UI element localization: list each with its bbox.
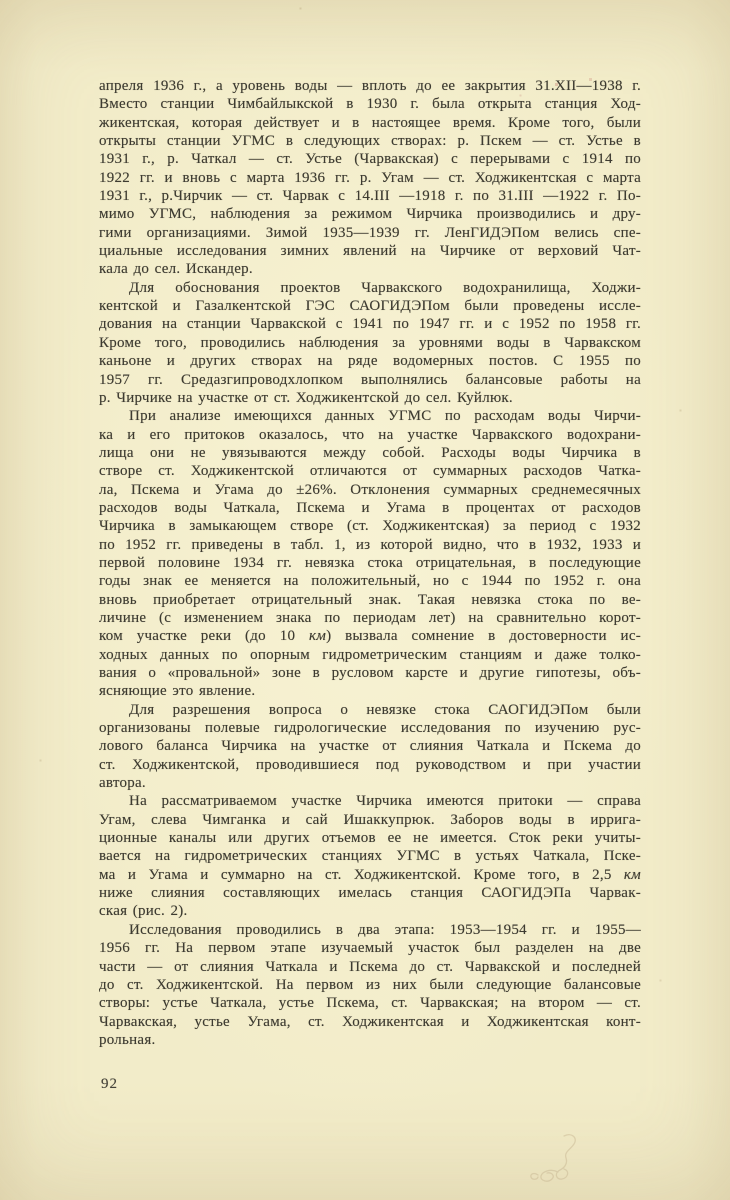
text-line: ская (рис. 2). (99, 903, 188, 920)
text-line: кала до сел. Искандер. (99, 261, 253, 278)
pencil-squiggle-mark (520, 1128, 610, 1198)
text-block (99, 77, 641, 1049)
text-line: лового баланса Чирчика на участке от слияния Чаткала и Пскема до (99, 738, 641, 755)
text-line: ком участке реки (до 10 км) вызвала сомнение в достоверности ис- (99, 628, 641, 645)
text-line: организованы полевые гидрологические исследования по изучению рус- (99, 720, 641, 737)
text-line: 1931 г., р. Чаткал — ст. Устье (Чарвакская) с перерывами с 1914 по (99, 151, 641, 168)
text-line: по 1952 гг. приведены в табл. 1, из которой видно, что в 1932, 1933 и (99, 536, 641, 553)
text-line: части — от слияния Чаткала и Пскема до ст. Чарвакской и последней (99, 958, 641, 975)
text-line: Угам, слева Чимганка и сай Ишаккупрюк. Заборов воды в иррига- (99, 811, 641, 828)
text-line: 1956 гг. На первом этапе изучаемый участок был разделен на две (99, 940, 641, 957)
text-line: ясняющие это явление. (99, 683, 256, 700)
text-line: жикентская, которая действует и в настоящее время. Кроме того, были (99, 114, 641, 131)
text-line: 1957 гг. Средазгипроводхлопком выполнялись балансовые работы на (99, 371, 641, 388)
text-line: 1931 г., р.Чирчик — ст. Чарвак с 14.III —1918 г. по 31.III —1922 г. По- (99, 188, 641, 205)
paragraph (99, 921, 641, 1049)
text-line: Исследования проводились в два этапа: 1953—1954 гг. и 1955— (129, 921, 641, 938)
paragraph (99, 407, 641, 701)
text-line: апреля 1936 г., а уровень воды — вплоть до ее закрытия 31.XII—1938 г. (99, 78, 641, 94)
text-line: открыты станции УГМС в следующих створах: р. Пскем — ст. Устье в (99, 133, 641, 150)
text-line: вания о «провальной» зоне в русловом карсте и другие гипотезы, объ- (99, 665, 641, 681)
paragraph (99, 77, 641, 279)
text-line: ст. Ходжикентской, проводившиеся под руководством и при участии (99, 756, 641, 773)
scan-speckles (0, 0, 1, 1)
text-line: ниже слияния составляющих имелась станция САОГИДЭПа Чарвак- (99, 885, 641, 902)
text-line: Для обоснования проектов Чарвакского водохранилища, Ходжи- (129, 279, 641, 296)
text-line: расходов воды Чаткала, Пскема и Угама в процентах от расходов (99, 499, 641, 516)
text-line: годы знак ее меняется на положительный, но с 1944 по 1952 г. она (99, 573, 641, 590)
text-line: 1922 гг. и вновь с марта 1936 гг. р. Угам — ст. Ходжикентская с марта (99, 169, 641, 186)
text-line: лища они не увязываются между собой. Расходы воды Чирчика в (99, 444, 641, 461)
text-line: вновь приобретает отрицательный знак. Такая невязка стока по ве- (99, 591, 641, 608)
text-line: автора. (99, 775, 146, 792)
text-line: На рассматриваемом участке Чирчика имеются притоки — справа (129, 793, 641, 810)
paragraph (99, 279, 641, 407)
text-line: каньоне и других створах на ряде водомерных постов. С 1955 по (99, 353, 641, 370)
text-line: ма и Угама и суммарно на ст. Ходжикентской. Кроме того, в 2,5 км (99, 866, 641, 883)
text-line: Чарвакская, устье Угама, ст. Ходжикентская и Ходжикентская конт- (99, 1013, 641, 1030)
text-line: ка и его притоков оказалось, что на участке Чарвакского водохрани- (99, 426, 641, 443)
text-line: ла, Пскема и Угама до ±26%. Отклонения суммарных среднемесячных (99, 481, 641, 498)
text-line: Кроме того, проводились наблюдения за уровнями воды в Чарвакском (99, 334, 641, 351)
text-line: р. Чирчике на участке от ст. Ходжикентской до сел. Куйлюк. (99, 389, 513, 406)
text-line: Для разрешения вопроса о невязке стока САОГИДЭПом были (129, 701, 641, 718)
text-line: створы: устье Чаткала, устье Пскема, ст. Чарвакская; на втором — ст. (99, 995, 641, 1012)
text-line: вается на гидрометрических станциях УГМС в устьях Чаткала, Пске- (99, 848, 641, 865)
text-line: первой половине 1934 гг. невязка стока отрицательная, в последующие (99, 554, 641, 571)
text-line: циальные исследования зимних явлений на Чирчике от верховий Чат- (99, 243, 641, 260)
text-line: личине (с изменением знака по периодам лет) на сравнительно корот- (99, 609, 641, 626)
text-line: до ст. Ходжикентской. На первом из них были следующие балансовые (99, 976, 641, 993)
text-line: рольная. (99, 1031, 156, 1048)
text-line: ционные каналы или других отъемов ее не имеется. Сток реки учиты- (99, 830, 641, 847)
text-line: дования на станции Чарвакской с 1941 по 1947 гг. и с 1952 по 1958 гг. (99, 316, 641, 333)
text-line: ходных данных по опорным гидрометрическим станциям и даже толко- (99, 646, 641, 663)
text-line: гими организациями. Зимой 1935—1939 гг. ЛенГИДЭПом велись спе- (99, 224, 641, 241)
text-line: мимо УГМС, наблюдения за режимом Чирчика производились и дру- (99, 206, 641, 223)
paragraph (99, 792, 641, 920)
page-number: 92 (101, 1076, 118, 1092)
text-line: кентской и Газалкентской ГЭС САОГИДЭПом были проведены иссле- (99, 298, 641, 315)
paragraph (99, 701, 641, 793)
text-line: Вместо станции Чимбайлыкской в 1930 г. была открыта станция Ход- (99, 96, 641, 113)
text-line: При анализе имеющихся данных УГМС по расходам воды Чирчи- (129, 408, 641, 425)
text-line: створе ст. Ходжикентской отличаются от суммарных расходов Чатка- (99, 463, 641, 480)
text-line: Чирчика в замыкающем створе (ст. Ходжикентская) за период с 1932 (99, 518, 641, 535)
